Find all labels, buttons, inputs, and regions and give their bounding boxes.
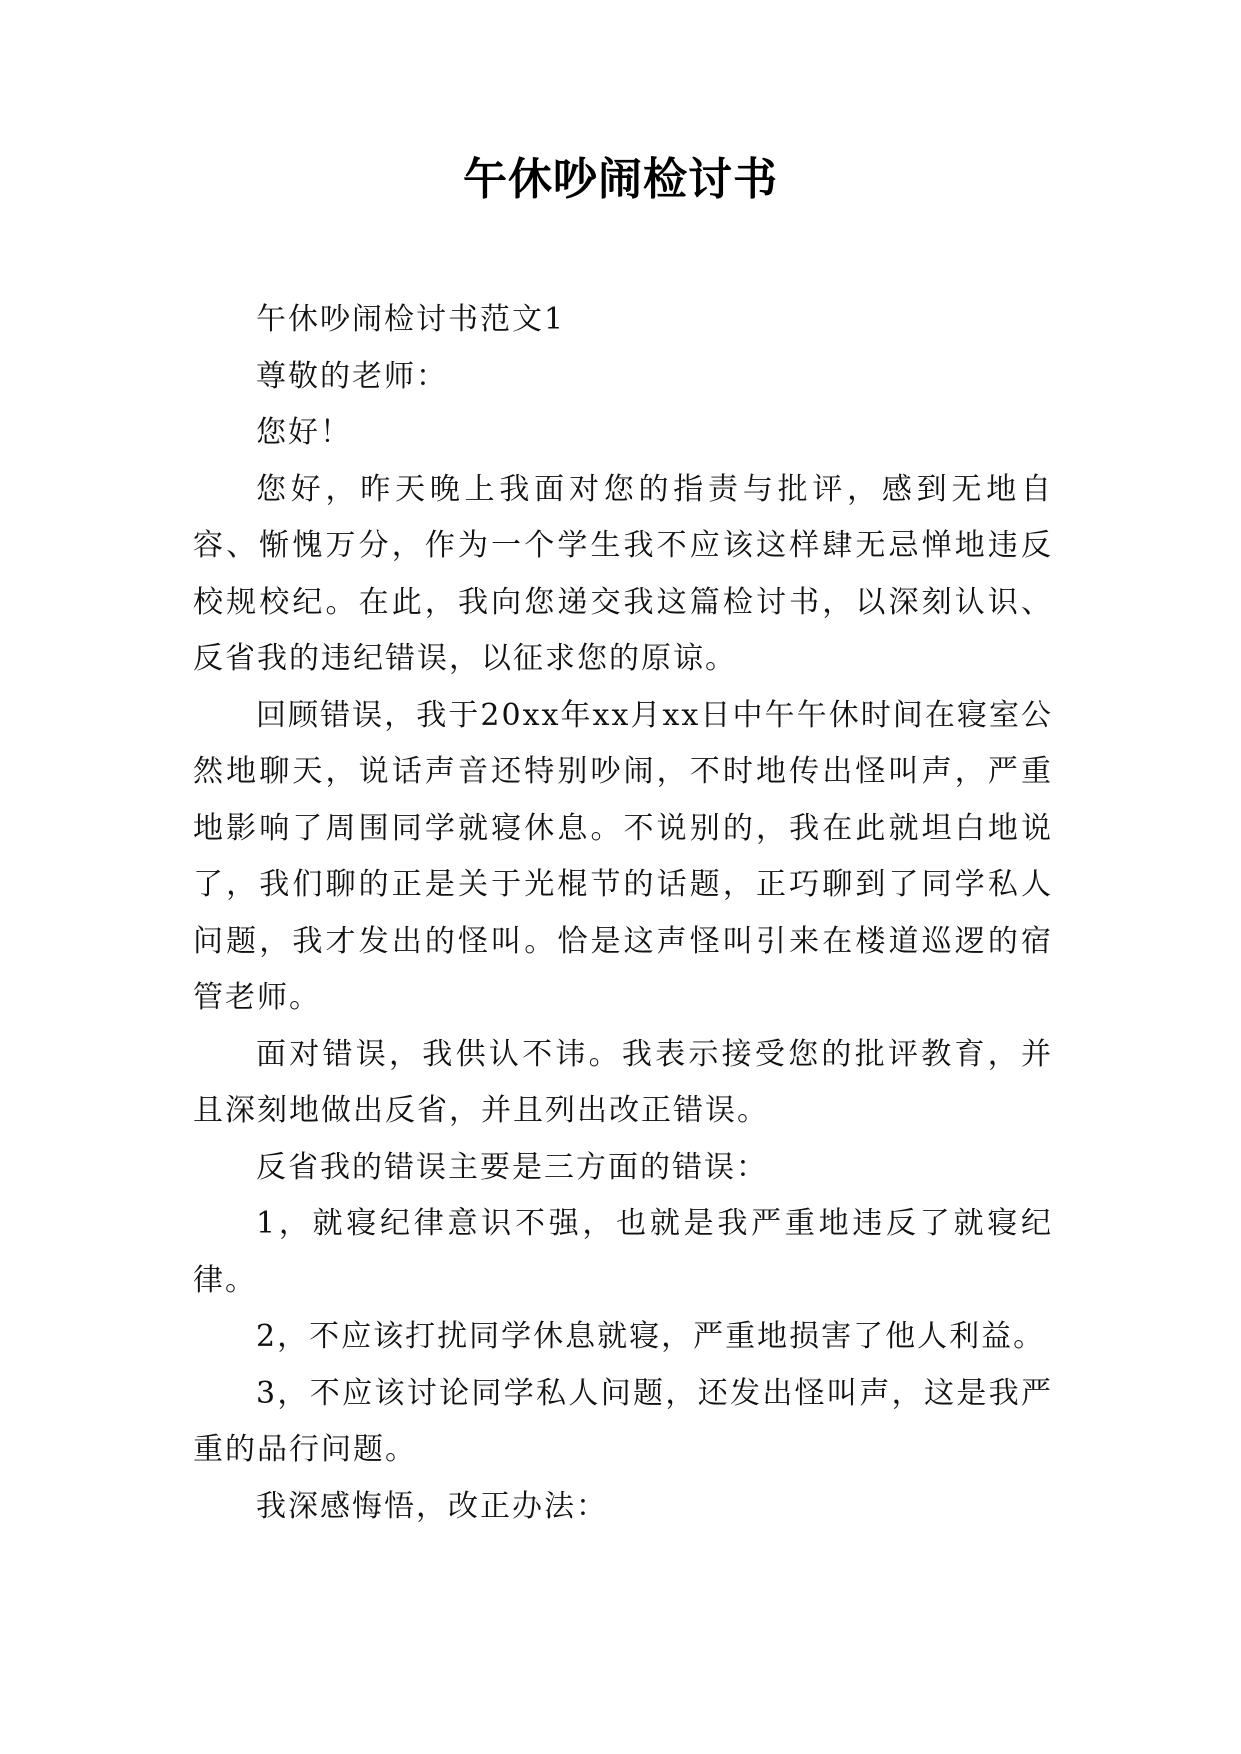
list-item: 1，就寝纪律意识不强，也就是我严重地违反了就寝纪律。 (193, 1206, 1053, 1298)
paragraph: 反省我的错误主要是三方面的错误： (256, 1149, 768, 1185)
greeting: 您好！ (256, 415, 352, 450)
paragraph: 回顾错误，我于20xx年xx月xx日中午午休时间在寝室公然地聊天，说话声音还特别吵闹，不时地传出怪叫声，严重地影响了周围同学就寝休息。不说别的，我在此就坦白地说了，我们聊的正是关于光棍节的话题，正巧聊到了同学私人问题，我才发出的怪叫。恰是这声怪叫引来在楼道巡逻的宿管老师。 (193, 697, 1053, 1015)
salutation: 尊敬的老师： (256, 358, 448, 394)
list-item: 2，不应该打扰同学休息就寝，严重地损害了他人利益。 (256, 1319, 1046, 1354)
document-title: 午休吵闹检讨书 (463, 154, 778, 205)
paragraph: 您好，昨天晚上我面对您的指责与批评，感到无地自容、惭愧万分，作为一个学生我不应该这样肆无忌惮地违反校规校纪。在此，我向您递交我这篇检讨书，以深刻认识、反省我的违纪错误，以征求您的原谅。 (193, 471, 1053, 676)
list-item: 3，不应该讨论同学私人问题，还发出怪叫声，这是我严重的品行问题。 (193, 1375, 1053, 1467)
section-heading: 午休吵闹检讨书范文1 (256, 302, 566, 337)
paragraph: 面对错误，我供认不讳。我表示接受您的批评教育，并且深刻地做出反省，并且列出改正错误。 (193, 1036, 1053, 1128)
paragraph: 我深感悔悟，改正办法： (256, 1488, 608, 1524)
document-body (193, 292, 1053, 1535)
